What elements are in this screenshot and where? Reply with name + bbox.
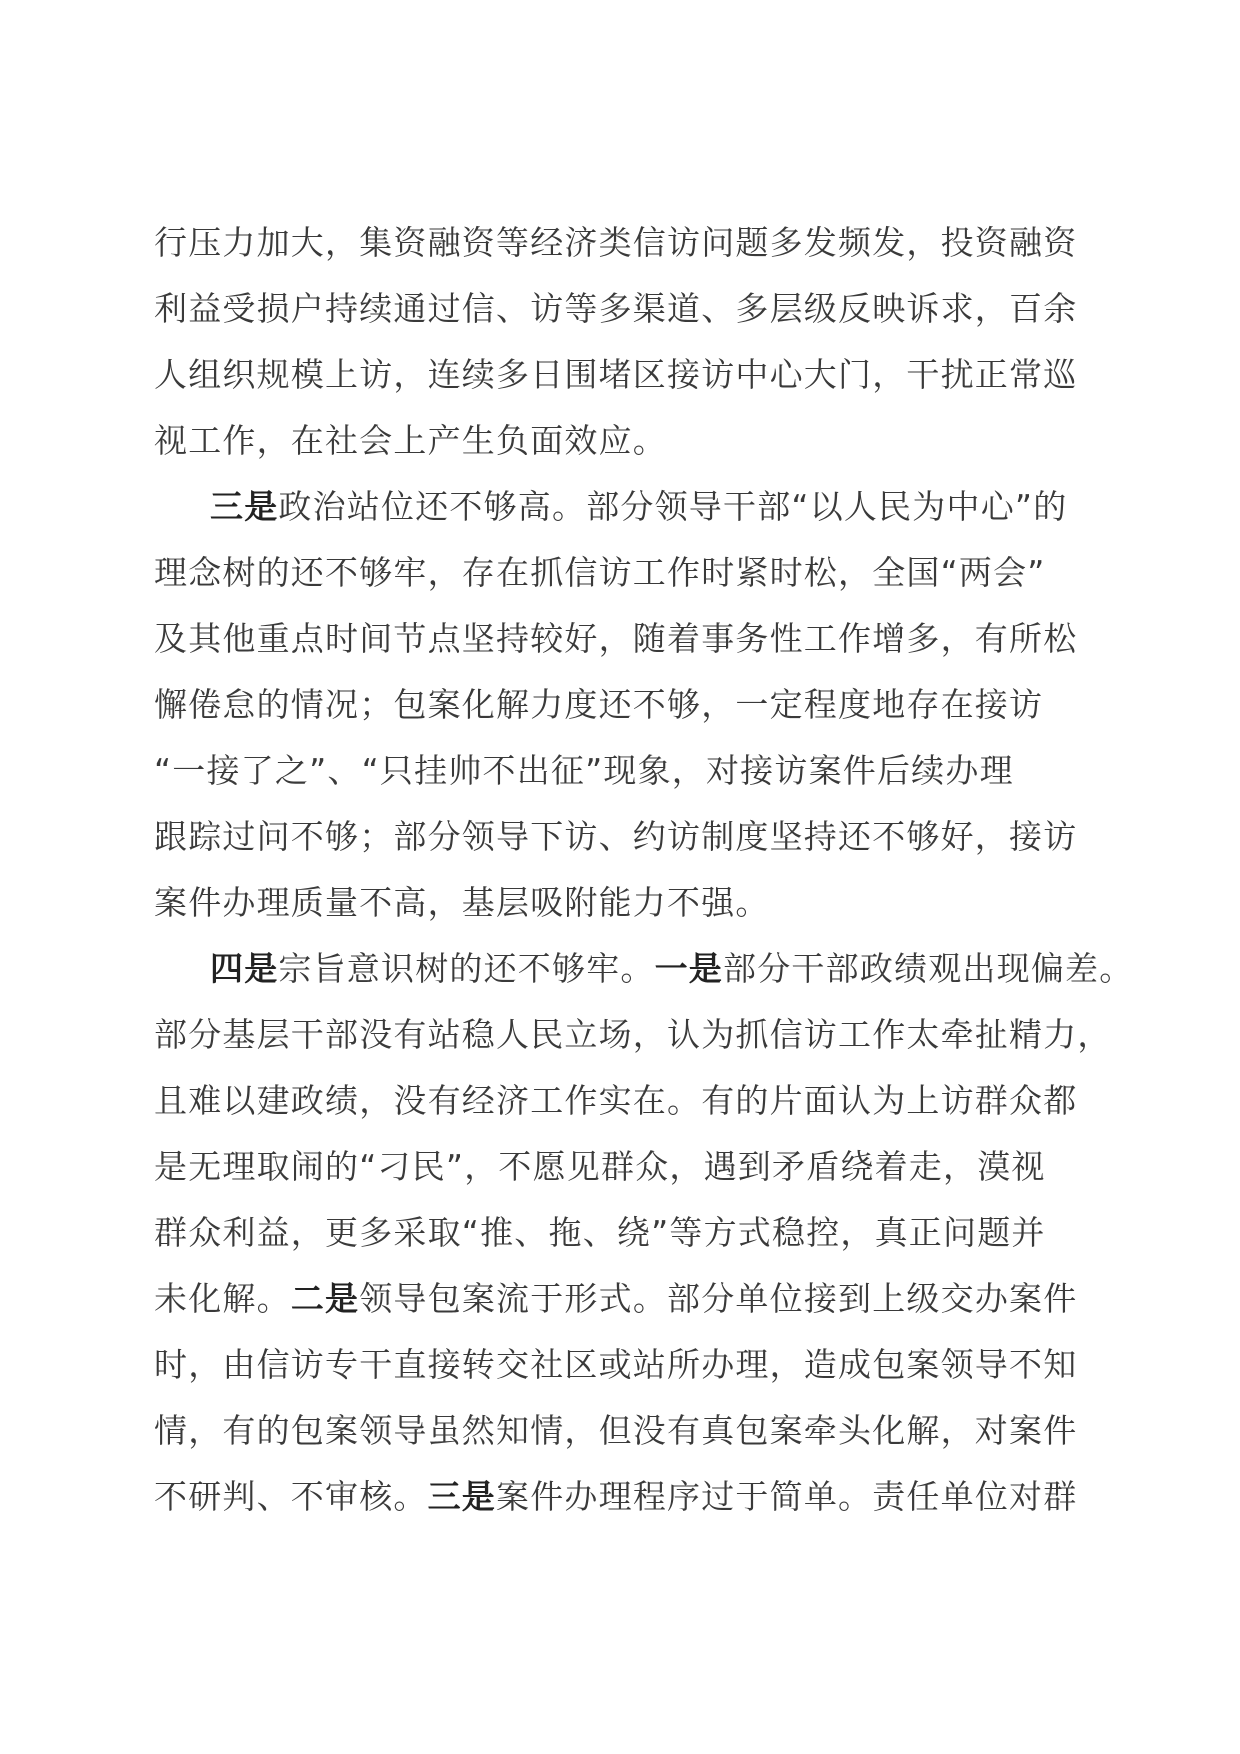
text-segment: 宗旨意识树的还不够牢。 — [278, 949, 655, 988]
bold-lead-phrase: 三是 — [210, 487, 279, 526]
bold-lead-phrase: 三是 — [427, 1477, 497, 1516]
text-line — [154, 342, 1094, 408]
text-line — [154, 1002, 1112, 1068]
text-line — [154, 1266, 1094, 1332]
text-line — [154, 1200, 1094, 1266]
text-segment: 群众利益，更多采取“推、拖、绕”等方式稳控，真正问题并 — [154, 1213, 1046, 1252]
text-line — [154, 936, 1134, 1002]
text-segment: 及其他重点时间节点坚持较好，随着事务性工作增多，有所松 — [154, 619, 1078, 658]
text-segment: 且难以建政绩，没有经济工作实在。有的片面认为上访群众都 — [154, 1081, 1078, 1120]
text-segment: 人组织规模上访，连续多日围堵区接访中心大门，干扰正常巡 — [154, 355, 1078, 394]
text-segment: 懈倦怠的情况；包案化解力度还不够，一定程度地存在接访 — [154, 685, 1044, 724]
text-segment: 未化解。 — [154, 1279, 291, 1318]
text-segment: 案件办理程序过于简单。责任单位对群 — [496, 1477, 1078, 1516]
text-segment: 部分干部政绩观出现偏差。 — [723, 949, 1134, 988]
text-segment: 跟踪过问不够；部分领导下访、约访制度坚持还不够好，接访 — [154, 817, 1078, 856]
text-segment: 是无理取闹的“刁民”，不愿见群众，遇到矛盾绕着走，漠视 — [154, 1147, 1046, 1186]
text-line — [154, 474, 1094, 540]
text-segment: 不研判、不审核。 — [154, 1477, 428, 1516]
text-line — [154, 540, 1094, 606]
text-segment: “一接了之”、“只挂帅不出征”现象，对接访案件后续办理 — [154, 751, 1014, 790]
text-segment: 时，由信访专干直接转交社区或站所办理，造成包案领导不知 — [154, 1345, 1078, 1384]
text-line — [154, 1332, 1094, 1398]
text-segment: 理念树的还不够牢，存在抓信访工作时紧时松，全国“两会” — [154, 553, 1046, 592]
text-line — [154, 1464, 1094, 1530]
body-text — [154, 210, 1134, 1530]
text-line — [154, 870, 1094, 936]
bold-lead-phrase: 一是 — [654, 949, 724, 988]
text-segment: 情，有的包案领导虽然知情，但没有真包案牵头化解，对案件 — [154, 1411, 1078, 1450]
text-segment: 案件办理质量不高，基层吸附能力不强。 — [154, 883, 770, 922]
text-segment: 部分基层干部没有站稳人民立场，认为抓信访工作太牵扯精力， — [154, 1015, 1112, 1054]
text-line — [154, 804, 1094, 870]
bold-lead-phrase: 二是 — [290, 1279, 360, 1318]
text-line — [154, 1398, 1094, 1464]
text-line — [154, 408, 1094, 474]
text-line — [154, 210, 1094, 276]
text-segment: 行压力加大，集资融资等经济类信访问题多发频发，投资融资 — [154, 223, 1078, 262]
text-line — [154, 672, 1094, 738]
text-segment: 视工作，在社会上产生负面效应。 — [154, 421, 667, 460]
text-line — [154, 738, 1094, 804]
text-segment: 利益受损户持续通过信、访等多渠道、多层级反映诉求，百余 — [154, 289, 1078, 328]
text-line — [154, 1068, 1094, 1134]
text-line — [154, 276, 1094, 342]
text-line — [154, 1134, 1094, 1200]
text-segment: 领导包案流于形式。部分单位接到上级交办案件 — [359, 1279, 1078, 1318]
text-line — [154, 606, 1094, 672]
text-segment: 政治站位还不够高。部分领导干部“以人民为中心”的 — [278, 487, 1068, 526]
bold-lead-phrase: 四是 — [210, 949, 279, 988]
